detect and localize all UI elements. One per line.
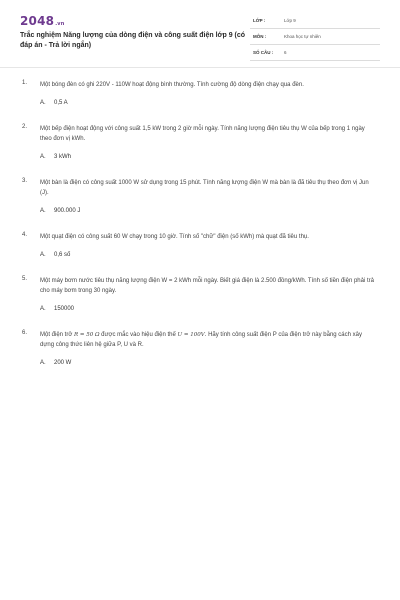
- answer-letter: A.: [40, 208, 46, 214]
- question-number: 4.: [22, 232, 28, 238]
- meta-value: 6: [284, 50, 287, 55]
- question-text: [40, 330, 376, 350]
- question-number: 5.: [22, 276, 28, 282]
- document-title: Trắc nghiệm Năng lượng của dòng điện và công suất điện lớp 9 (có đáp án - Trả lời ngắn): [20, 32, 246, 49]
- answer-letter: A.: [40, 360, 46, 366]
- question-text: Một quạt điện có công suất 60 W chạy trong 10 giờ. Tính số "chữ" điện (số kWh) mà quạt đã tiêu thụ.: [40, 234, 309, 240]
- question-number: 2.: [22, 124, 28, 130]
- meta-value: Khoa học tự nhiên: [284, 34, 321, 39]
- question-text: Một bàn là điện có công suất 1000 W sử dụng trong 15 phút. Tính năng lượng điện W mà bàn là đã tiêu thụ theo đơn vị Jun (J).: [40, 180, 369, 196]
- question-item: [0, 124, 400, 160]
- question-answer: [40, 360, 400, 366]
- meta-label: MÔN :: [253, 34, 267, 39]
- question-list: [0, 80, 400, 384]
- answer-letter: A.: [40, 100, 46, 106]
- question-text-part: được mắc vào hiệu điện thế: [99, 332, 178, 338]
- answer-value: 3 kWh: [54, 154, 72, 160]
- question-answer: [40, 208, 400, 214]
- question-answer: [40, 306, 400, 312]
- question-item: [0, 330, 400, 366]
- meta-row-subject: [250, 31, 380, 45]
- logo-main-text: 2048: [20, 14, 55, 28]
- document-meta: [250, 15, 380, 61]
- math-voltage: U = 100V: [177, 332, 205, 338]
- question-number: 1.: [22, 80, 28, 86]
- answer-value: 150000: [54, 306, 75, 312]
- question-text: Một bóng đèn có ghi 220V - 110W hoạt động bình thường. Tính cường độ dòng điện chạy qua đèn.: [40, 82, 304, 88]
- header-divider: [0, 67, 400, 68]
- answer-letter: A.: [40, 252, 46, 258]
- meta-row-count: [250, 47, 380, 61]
- question-number: 6.: [22, 330, 28, 336]
- site-logo[interactable]: [20, 14, 65, 28]
- answer-value: 200 W: [54, 360, 72, 366]
- question-answer: [40, 100, 400, 106]
- question-answer: [40, 252, 400, 258]
- meta-label: SỐ CÂU :: [253, 50, 274, 55]
- answer-value: 900.000 J: [54, 208, 81, 214]
- answer-value: 0,6 số: [54, 252, 71, 258]
- question-text: Một máy bơm nước tiêu thụ năng lượng điện W = 2 kWh mỗi ngày. Biết giá điện là 2.500 đồng/kWh. Tính số tiền điện phải trả cho máy bơm trong 30 ngày.: [40, 278, 374, 294]
- question-item: [0, 178, 400, 214]
- meta-row-grade: [250, 15, 380, 29]
- question-item: [0, 232, 400, 258]
- question-text-part: . Hãy tính công suất điện P của điện trở này bằng cách xây dựng công thức liên hệ giữa P, U và R.: [40, 332, 362, 348]
- question-text: Một bếp điện hoạt động với công suất 1,5 kW trong 2 giờ mỗi ngày. Tính năng lượng điện tiêu thụ W của bếp trong 1 ngày theo đơn vị kWh.: [40, 126, 365, 142]
- document-header: [0, 0, 400, 66]
- answer-value: 0,5 A: [54, 100, 68, 106]
- logo-sub-text: .vn: [55, 21, 65, 27]
- answer-letter: A.: [40, 154, 46, 160]
- meta-label: LỚP :: [253, 18, 266, 23]
- question-answer: [40, 154, 400, 160]
- answer-letter: A.: [40, 306, 46, 312]
- question-text-part: Một điện trở: [40, 332, 74, 338]
- meta-value: Lớp 9: [284, 18, 296, 23]
- math-resistance: R = 50 Ω: [73, 332, 100, 338]
- question-number: 3.: [22, 178, 28, 184]
- question-item: [0, 276, 400, 312]
- question-item: [0, 80, 400, 106]
